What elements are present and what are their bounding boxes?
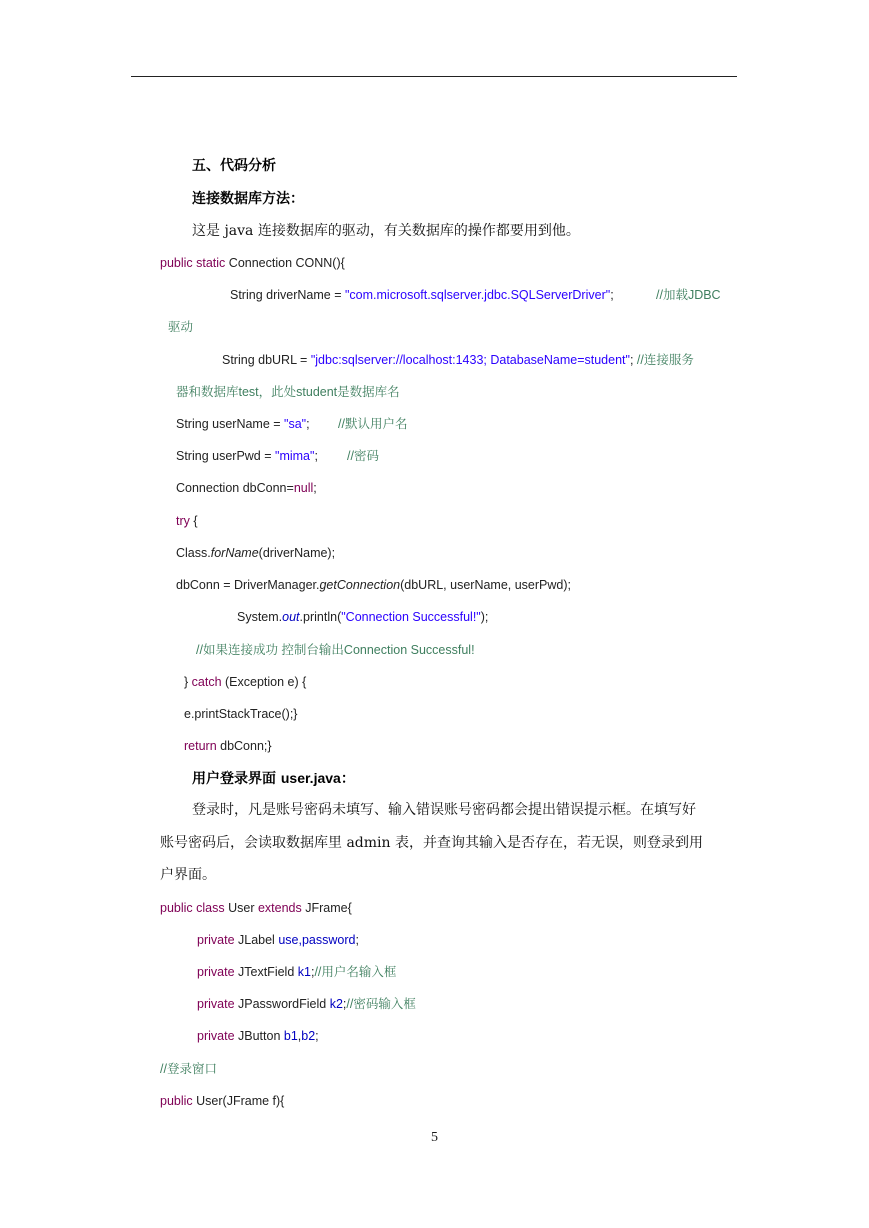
code-line: dbConn = DriverManager.getConnection(dbURL, userName, userPwd); — [176, 578, 572, 592]
code-line: } catch (Exception e) { — [184, 675, 307, 689]
subheading-db-connection: 连接数据库方法： — [192, 191, 304, 207]
section-heading: 五、代码分析 — [192, 158, 276, 174]
code-comment: //如果连接成功 控制台输出Connection Successful! — [196, 643, 475, 657]
code-line: String dbURL = "jdbc:sqlserver://localhost:1433; DatabaseName=student"; //连接服务 — [222, 353, 694, 367]
code-line: public static Connection CONN(){ — [160, 256, 345, 270]
paragraph-user-login: 账号密码后，会读取数据库里 admin 表，并查询其输入是否存在，若无误，则登录到用 — [160, 835, 703, 851]
code-line: return dbConn;} — [184, 739, 272, 753]
code-comment: //密码 — [347, 449, 379, 463]
code-line: try { — [176, 514, 198, 528]
code-line: Class.forName(driverName); — [176, 546, 336, 560]
code-line: String userPwd = "mima"; — [176, 449, 318, 463]
code-line: private JPasswordField k2;//密码输入框 — [197, 997, 416, 1011]
code-comment: //默认用户名 — [338, 417, 408, 431]
code-line: private JButton b1,b2; — [197, 1029, 319, 1043]
paragraph-user-login: 户界面。 — [160, 867, 216, 883]
page-number: 5 — [431, 1130, 438, 1145]
code-line: Connection dbConn=null; — [176, 481, 317, 495]
code-line: e.printStackTrace();} — [184, 707, 298, 721]
header-rule — [131, 76, 737, 77]
code-line: private JTextField k1;//用户名输入框 — [197, 965, 397, 979]
subheading-user-login: 用户登录界面 user.java： — [192, 770, 355, 787]
code-line: private JLabel use,password; — [197, 933, 359, 947]
code-comment: //登录窗口 — [160, 1062, 217, 1076]
code-line: String driverName = "com.microsoft.sqlserver.jdbc.SQLServerDriver"; — [230, 288, 614, 302]
code-comment: 器和数据库test，此处student是数据库名 — [176, 385, 400, 399]
code-line: public class User extends JFrame{ — [160, 901, 352, 915]
code-comment: 驱动 — [168, 320, 194, 334]
code-line: String userName = "sa"; — [176, 417, 310, 431]
code-line: System.out.println("Connection Successful!"); — [237, 610, 489, 624]
paragraph-db-connection: 这是 java 连接数据库的驱动，有关数据库的操作都要用到他。 — [192, 223, 580, 239]
code-line: public User(JFrame f){ — [160, 1094, 285, 1108]
code-comment: //加载JDBC — [656, 288, 721, 302]
paragraph-user-login: 登录时，凡是账号密码未填写、输入错误账号密码都会提出错误提示框。在填写好 — [192, 802, 696, 818]
